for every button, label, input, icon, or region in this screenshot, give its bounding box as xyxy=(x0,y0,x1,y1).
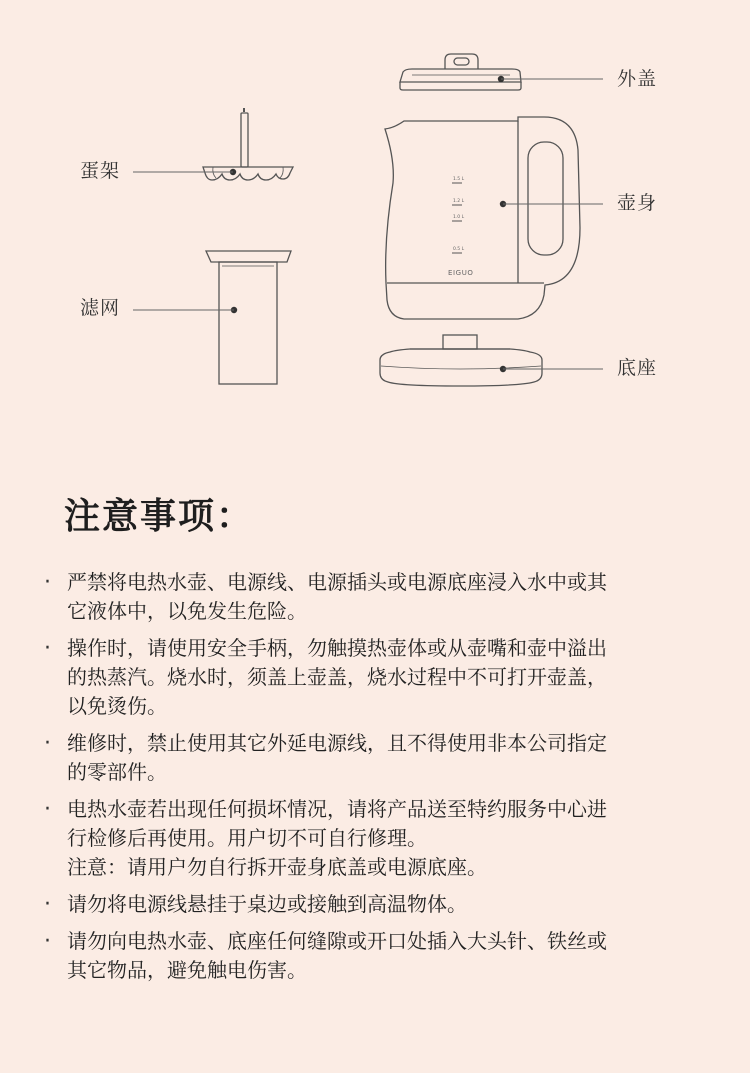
water-mark-label: 0.5 L xyxy=(453,247,465,252)
water-mark-label: 1.0 L xyxy=(453,215,465,220)
label-kettle-body: 壶身 xyxy=(617,192,658,214)
note-item xyxy=(44,729,694,787)
kettle-body-drawing xyxy=(385,117,580,319)
note-line: · 维修时，禁止使用其它外延电源线，且不得使用非本公司指定 xyxy=(67,731,607,755)
note-item xyxy=(44,890,694,919)
notes-list xyxy=(44,568,694,993)
base-drawing xyxy=(380,335,542,386)
label-base: 底座 xyxy=(617,357,658,379)
lid-drawing xyxy=(400,54,521,90)
note-line: · 电热水壶若出现任何损坏情况，请将产品送至特约服务中心进 xyxy=(67,797,607,821)
label-filter: 滤网 xyxy=(80,297,121,319)
note-line: · 严禁将电热水壶、电源线、电源插头或电源底座浸入水中或其 xyxy=(67,570,607,594)
note-item xyxy=(44,927,694,985)
note-item xyxy=(44,795,694,882)
note-line: 的热蒸汽。烧水时，须盖上壶盖，烧水过程中不可打开壶盖， xyxy=(67,665,607,689)
label-egg-rack: 蛋架 xyxy=(80,160,121,182)
egg-rack-drawing xyxy=(203,108,293,180)
note-line: 注意：请用户勿自行拆开壶身底盖或电源底座。 xyxy=(67,855,487,879)
note-line: · 请勿将电源线悬挂于桌边或接触到高温物体。 xyxy=(67,892,467,916)
note-line: 的零部件。 xyxy=(67,760,167,784)
label-lid: 外盖 xyxy=(617,68,658,90)
note-line: 它液体中，以免发生危险。 xyxy=(67,599,307,623)
note-line: · 操作时，请使用安全手柄，勿触摸热壶体或从壶嘴和壶中溢出 xyxy=(67,636,607,660)
note-line: 以免烫伤。 xyxy=(67,694,167,718)
water-mark-label: 1.2 L xyxy=(453,199,465,204)
note-line: 其它物品，避免触电伤害。 xyxy=(67,958,307,982)
notes-title: 注意事项： xyxy=(64,496,255,537)
note-line: 行检修后再使用。用户切不可自行修理。 xyxy=(67,826,427,850)
filter-drawing xyxy=(206,251,291,384)
water-mark-label: 1.5 L xyxy=(453,177,465,182)
note-item xyxy=(44,568,694,626)
brand-logo: EIGUO xyxy=(448,269,474,277)
note-line: · 请勿向电热水壶、底座任何缝隙或开口处插入大头针、铁丝或 xyxy=(67,929,607,953)
note-item xyxy=(44,634,694,721)
